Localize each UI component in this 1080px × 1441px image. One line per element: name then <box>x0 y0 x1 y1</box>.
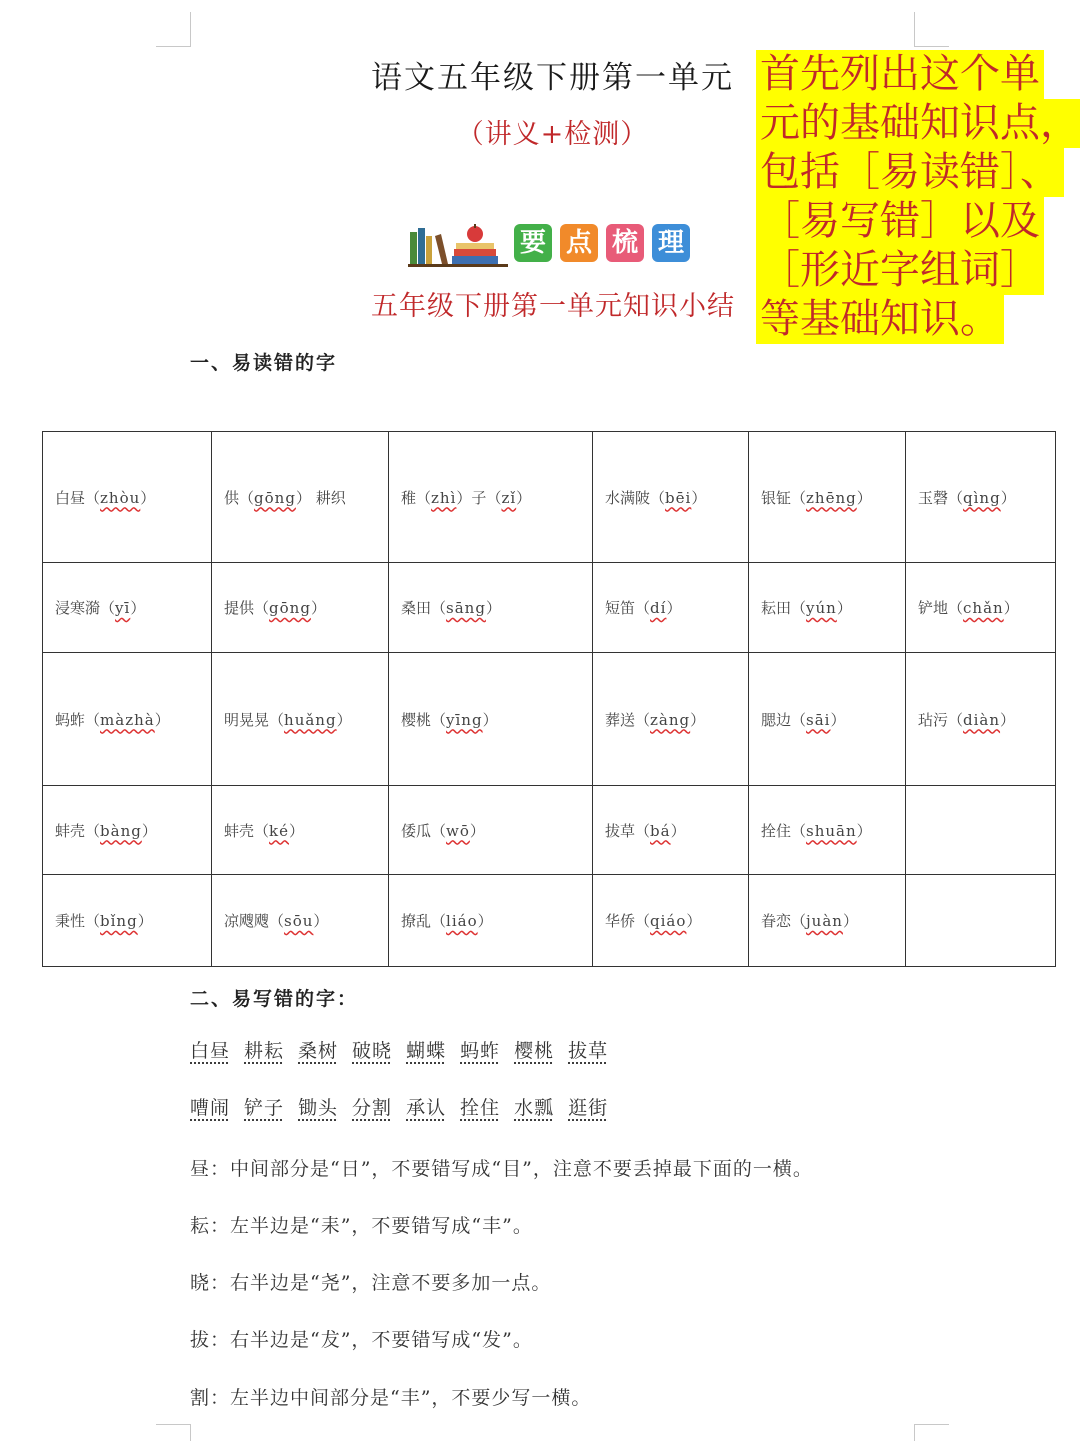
pinyin: zàng <box>650 710 691 729</box>
pinyin: wō <box>446 821 470 840</box>
word: 眷恋 <box>761 912 792 930</box>
highlight-annotation <box>756 50 1080 344</box>
table-cell: 樱桃（yīng） <box>389 653 593 786</box>
table-row <box>43 786 1056 875</box>
table-row <box>43 432 1056 563</box>
table-cell: 短笛（dí） <box>593 563 749 653</box>
page-subtitle: （讲义+检测） <box>456 119 649 150</box>
word: 浸寒漪 <box>55 599 101 617</box>
word: 腮边 <box>761 710 792 729</box>
pinyin: yīng <box>446 710 483 729</box>
crop-mark-bottom-right <box>914 1424 949 1441</box>
pinyin: zhì <box>431 488 457 507</box>
miswritten-word: 白昼 <box>190 1040 231 1062</box>
pinyin: sōu <box>284 912 314 930</box>
highlight-line: 等基础知识。 <box>756 295 1004 344</box>
word: 玷污 <box>918 710 949 729</box>
table-cell: 耘田（yún） <box>749 563 906 653</box>
pinyin: huǎng <box>284 710 337 729</box>
word: 拔草 <box>605 821 636 840</box>
pinyin: gōng <box>269 599 311 617</box>
table-cell: 腮边（sāi） <box>749 653 906 786</box>
table-cell: 白昼（zhòu） <box>43 432 212 563</box>
table-cell: 提供（gōng） <box>212 563 389 653</box>
pinyin: juàn <box>806 912 843 930</box>
word: 银钲 <box>761 488 792 507</box>
miswritten-word: 逛街 <box>568 1097 609 1119</box>
pinyin: shuān <box>806 821 857 840</box>
table-row <box>43 653 1056 786</box>
table-cell: 葬送（zàng） <box>593 653 749 786</box>
section-heading-misread: 一、易读错的字 <box>190 352 338 374</box>
logo-tag: 理 <box>652 224 690 262</box>
word: 凉飕飕 <box>224 912 270 930</box>
miswritten-word: 承认 <box>406 1097 447 1119</box>
miswritten-word: 樱桃 <box>514 1040 555 1062</box>
note-line: 拔：右半边是“犮”，不要错写成“发”。 <box>190 1329 533 1351</box>
pinyin: diàn <box>963 710 1001 729</box>
table-cell: 凉飕飕（sōu） <box>212 875 389 967</box>
word: 玉磬 <box>918 488 949 507</box>
miswritten-word: 嘈闹 <box>190 1097 231 1119</box>
note-line: 晓：右半边是“尧”，注意不要多加一点。 <box>190 1272 552 1294</box>
table-cell: 拔草（bá） <box>593 786 749 875</box>
word: 稚 <box>401 488 417 507</box>
pinyin: yī <box>115 599 131 617</box>
table-cell: 华侨（qiáo） <box>593 875 749 967</box>
miswritten-word: 耕耘 <box>244 1040 285 1062</box>
logo-tag: 要 <box>514 224 552 262</box>
pinyin: zhòu <box>100 488 141 507</box>
table-cell: 眷恋（juàn） <box>749 875 906 967</box>
table-cell: 桑田（sāng） <box>389 563 593 653</box>
section-heading-miswritten: 二、易写错的字： <box>190 988 359 1010</box>
misread-words-table <box>42 431 1056 967</box>
word: 短笛 <box>605 599 636 617</box>
word: 水满陂 <box>605 488 651 507</box>
word: 白昼 <box>55 488 86 507</box>
pinyin: liáo <box>446 912 478 930</box>
pinyin: qìng <box>963 488 1001 507</box>
miswritten-word: 锄头 <box>298 1097 339 1119</box>
books-icon <box>408 222 508 268</box>
word: 倭瓜 <box>401 821 432 840</box>
key-points-logo <box>408 218 698 270</box>
highlight-line: ［形近字组词］ <box>756 246 1044 295</box>
word: 铲地 <box>918 599 949 617</box>
word: 耕织 <box>315 488 346 507</box>
table-cell: 银钲（zhēng） <box>749 432 906 563</box>
pinyin: bá <box>650 821 671 840</box>
table-cell <box>906 875 1056 967</box>
page-title: 语文五年级下册第一单元 <box>371 60 734 96</box>
pinyin: qiáo <box>650 912 687 930</box>
pinyin: zhēng <box>806 488 857 507</box>
table-cell: 水满陂（bēi） <box>593 432 749 563</box>
word: 供 <box>224 488 240 507</box>
miswritten-words-line-1 <box>190 1036 622 1063</box>
pinyin: sāng <box>446 599 486 617</box>
summary-title: 五年级下册第一单元知识小结 <box>371 291 735 322</box>
highlight-line: 首先列出这个单 <box>756 50 1044 99</box>
table-cell: 蚌壳（ké） <box>212 786 389 875</box>
table-cell: 撩乱（liáo） <box>389 875 593 967</box>
highlight-line: 包括［易读错］、 <box>756 148 1064 197</box>
crop-mark-top-right <box>914 12 949 47</box>
miswritten-word: 破晓 <box>352 1040 393 1062</box>
word: 提供 <box>224 599 255 617</box>
table-cell: 玉磬（qìng） <box>906 432 1056 563</box>
word: 子 <box>471 488 487 507</box>
miswritten-word: 水瓢 <box>514 1097 555 1119</box>
crop-mark-bottom-left <box>156 1424 191 1441</box>
word: 秉性 <box>55 912 86 930</box>
highlight-line: 元的基础知识点， <box>756 99 1080 148</box>
word: 明晃晃 <box>224 710 270 729</box>
miswritten-word: 拴住 <box>460 1097 501 1119</box>
pinyin: zǐ <box>501 488 517 507</box>
miswritten-word: 桑树 <box>298 1040 339 1062</box>
word: 耘田 <box>761 599 792 617</box>
highlight-line: ［易写错］以及 <box>756 197 1044 246</box>
table-cell: 供（gōng） 耕织 <box>212 432 389 563</box>
table-cell: 玷污（diàn） <box>906 653 1056 786</box>
pinyin: bàng <box>100 821 142 840</box>
word: 樱桃 <box>401 710 432 729</box>
pinyin: dí <box>650 599 667 617</box>
miswritten-word: 蝴蝶 <box>406 1040 447 1062</box>
pinyin: sāi <box>806 710 831 729</box>
word: 拴住 <box>761 821 792 840</box>
miswritten-word: 分割 <box>352 1097 393 1119</box>
table-cell: 明晃晃（huǎng） <box>212 653 389 786</box>
miswritten-word: 拔草 <box>568 1040 609 1062</box>
table-cell: 蚌壳（bàng） <box>43 786 212 875</box>
word: 桑田 <box>401 599 432 617</box>
word: 华侨 <box>605 912 636 930</box>
word: 蚌壳 <box>55 821 86 840</box>
table-row <box>43 563 1056 653</box>
pinyin: bǐng <box>100 912 138 930</box>
note-line: 昼：中间部分是“日”，不要错写成“目”，注意不要丢掉最下面的一横。 <box>190 1158 813 1180</box>
table-cell: 秉性（bǐng） <box>43 875 212 967</box>
crop-mark-top-left <box>156 12 191 47</box>
table-cell <box>906 786 1056 875</box>
pinyin: ké <box>269 821 289 840</box>
table-cell: 稚（zhì）子（zǐ） <box>389 432 593 563</box>
word: 蚂蚱 <box>55 710 86 729</box>
pinyin: màzhà <box>100 710 155 729</box>
table-cell: 浸寒漪（yī） <box>43 563 212 653</box>
table-cell: 倭瓜（wō） <box>389 786 593 875</box>
pinyin: yún <box>806 599 837 617</box>
miswritten-word: 铲子 <box>244 1097 285 1119</box>
word: 葬送 <box>605 710 636 729</box>
logo-tag: 点 <box>560 224 598 262</box>
word: 撩乱 <box>401 912 432 930</box>
miswritten-words-line-2 <box>190 1093 622 1120</box>
pinyin: chǎn <box>963 599 1004 617</box>
pinyin: gōng <box>254 488 296 507</box>
word: 蚌壳 <box>224 821 255 840</box>
miswritten-word: 蚂蚱 <box>460 1040 501 1062</box>
pinyin: bēi <box>665 488 692 507</box>
logo-tag: 梳 <box>606 224 644 262</box>
note-line: 割：左半边中间部分是“丰”，不要少写一横。 <box>190 1387 592 1409</box>
table-cell: 蚂蚱（màzhà） <box>43 653 212 786</box>
table-row <box>43 875 1056 967</box>
table-cell: 拴住（shuān） <box>749 786 906 875</box>
table-cell: 铲地（chǎn） <box>906 563 1056 653</box>
note-line: 耘：左半边是“耒”，不要错写成“丰”。 <box>190 1215 533 1237</box>
